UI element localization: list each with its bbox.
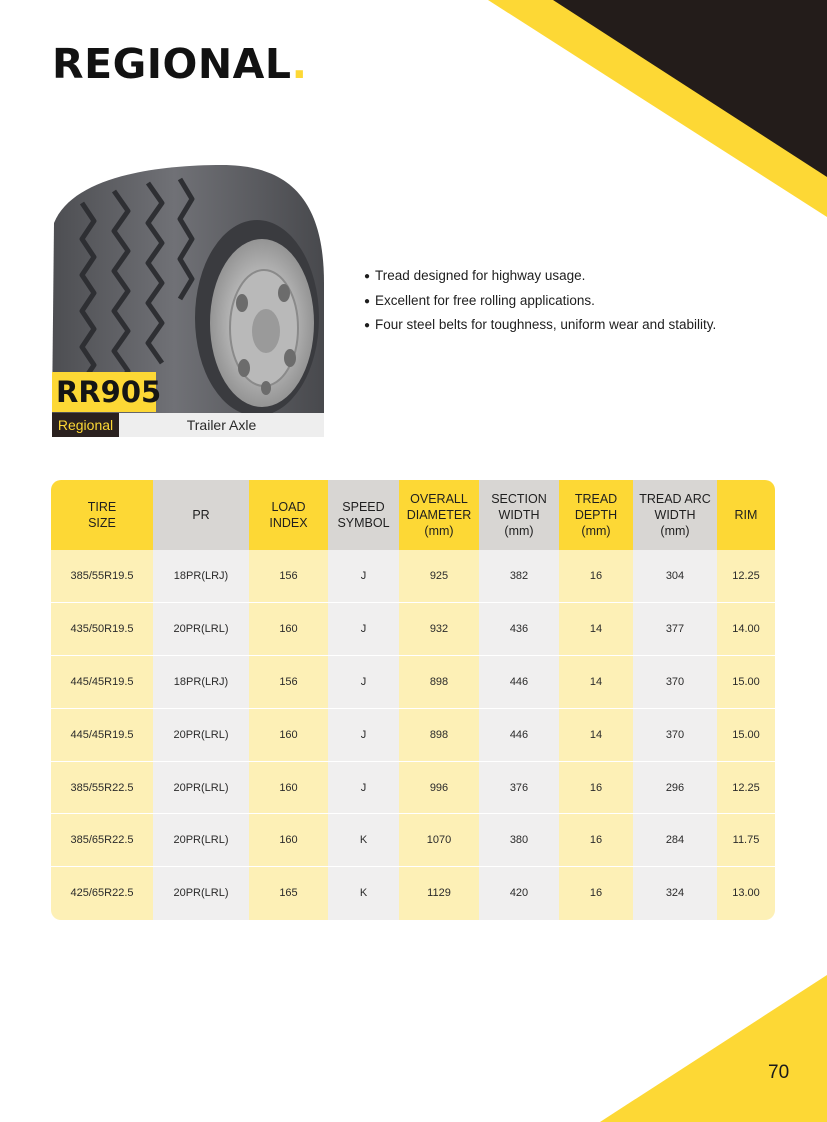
table-cell: 14 [559,708,633,761]
table-cell: 925 [399,550,479,603]
table-cell: 156 [249,550,328,603]
table-cell: 385/55R19.5 [51,550,153,603]
table-cell: 446 [479,708,559,761]
page-number: 70 [768,1062,790,1083]
table-cell: J [328,603,399,656]
table-body [51,550,775,920]
table-row [51,867,775,920]
header-rim: RIM [717,480,775,550]
table-cell: 382 [479,550,559,603]
table-cell: J [328,761,399,814]
table-cell: 15.00 [717,656,775,709]
table-cell: 1070 [399,814,479,867]
axle-position-tag: Trailer Axle [119,413,324,437]
table-cell: 20PR(LRL) [153,814,249,867]
table-cell: 16 [559,867,633,920]
table-cell: 11.75 [717,814,775,867]
table-cell: 20PR(LRL) [153,867,249,920]
header-tire-size: TIRE SIZE [51,480,153,550]
header-pr: PR [153,480,249,550]
table-row [51,603,775,656]
table-cell: 18PR(LRJ) [153,550,249,603]
header-speed-symbol: SPEED SYMBOL [328,480,399,550]
title-dot: . [291,40,308,88]
table-cell: 160 [249,814,328,867]
table-cell: 304 [633,550,717,603]
table-cell: 445/45R19.5 [51,656,153,709]
table-cell: 20PR(LRL) [153,603,249,656]
table-cell: 996 [399,761,479,814]
table-cell: 385/55R22.5 [51,761,153,814]
table-cell: 898 [399,656,479,709]
feature-item: ● Excellent for free rolling applications. [364,291,716,316]
header-section-width: SECTION WIDTH (mm) [479,480,559,550]
table-cell: 14 [559,656,633,709]
table-cell: 14 [559,603,633,656]
table-row [51,550,775,603]
table-cell: 376 [479,761,559,814]
table-cell: 16 [559,550,633,603]
table-cell: J [328,708,399,761]
table-cell: 370 [633,656,717,709]
table-cell: 284 [633,814,717,867]
header-tread-depth: TREAD DEPTH (mm) [559,480,633,550]
table-cell: 898 [399,708,479,761]
table-cell: 12.25 [717,761,775,814]
table-cell: 385/65R22.5 [51,814,153,867]
table-cell: 380 [479,814,559,867]
table-row [51,814,775,867]
table-cell: 16 [559,761,633,814]
table-cell: 20PR(LRL) [153,761,249,814]
table-cell: K [328,814,399,867]
table-cell: 14.00 [717,603,775,656]
header-load-index: LOAD INDEX [249,480,328,550]
table-cell: 156 [249,656,328,709]
feature-item: ● Tread designed for highway usage. [364,266,716,291]
table-cell: 160 [249,603,328,656]
feature-item: ● Four steel belts for toughness, uniform wear and stability. [364,315,716,340]
table-cell: 370 [633,708,717,761]
feature-list [364,266,716,340]
table-cell: 15.00 [717,708,775,761]
page-title: REGIONAL. [52,40,308,88]
table-cell: 296 [633,761,717,814]
table-cell: 932 [399,603,479,656]
table-cell: 18PR(LRJ) [153,656,249,709]
model-badge: RR905 [52,372,156,412]
table-cell: 425/65R22.5 [51,867,153,920]
table-cell: 436 [479,603,559,656]
bottom-yellow-triangle [600,975,827,1122]
category-tag: Regional [52,413,119,437]
table-cell: 420 [479,867,559,920]
table-cell: 445/45R19.5 [51,708,153,761]
table-cell: 165 [249,867,328,920]
table-cell: J [328,656,399,709]
table-cell: 377 [633,603,717,656]
header-overall-diameter: OVERALL DIAMETER (mm) [399,480,479,550]
table-row [51,656,775,709]
table-cell: 20PR(LRL) [153,708,249,761]
table-cell: 446 [479,656,559,709]
table-cell: 160 [249,708,328,761]
table-cell: 324 [633,867,717,920]
tire-image-panel [52,163,324,437]
table-row [51,761,775,814]
table-cell: 13.00 [717,867,775,920]
header-tread-arc-width: TREAD ARC WIDTH (mm) [633,480,717,550]
table-cell: J [328,550,399,603]
table-cell: 16 [559,814,633,867]
table-header-row [51,480,775,550]
table-row [51,708,775,761]
table-cell: K [328,867,399,920]
table-cell: 1129 [399,867,479,920]
table-cell: 160 [249,761,328,814]
spec-table [51,480,775,920]
table-cell: 435/50R19.5 [51,603,153,656]
table-cell: 12.25 [717,550,775,603]
